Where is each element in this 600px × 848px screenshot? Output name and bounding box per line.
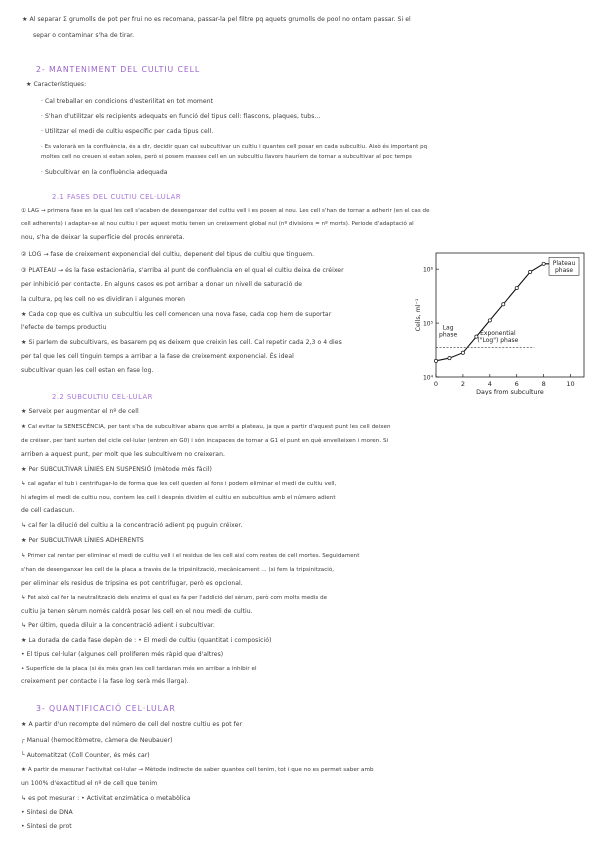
s3-line-7: • Síntesi de DNA [21,809,73,816]
phase-line-11: per tal que les cell tinguin temps a arribar a la fase de creixement exponencial. És ideal [21,353,294,360]
sub-line-1: ★ Serveix per augmentar el nº de cell [21,408,139,415]
phase-line-10: ★ Si parlem de subcultivars, es basarem pq es deixem que creixin les cell. Cal repetir cada 2,3 o 4 dies [21,339,342,346]
lag-label-2: phase [439,331,458,339]
sub-line-14: ↳ Fet això cal fer la neutralització dels enzims el qual es fa per l'addició del sèrum, però com molts medis de [21,595,328,601]
s3-line-2: ┌ Manual (hemocitòmetre, càmera de Neubauer) [21,737,173,744]
s2-bullet-4: · Es valorarà en la confluència, és a dir, decidir quan cal subcultivar un cultiu i quantes cell posar en cada subcultiu. Això és important pq [41,144,428,150]
s3-line-6: ↳ es pot mesurar : • Activitat enzimàtica o metabòlica [21,795,191,802]
phase-line-8: ★ Cada cop que es cultiva un subcultiu les cell comencen una nova fase, cada cop hem de suportar [21,311,332,318]
exp-label-2: ("Log") phase [477,336,519,344]
phase-line-6: per inhibició per contacte. En alguns casos es pot arribar a donar un nivell de saturació de [21,281,303,288]
phase-line-3: nou, s'ha de deixar la superfície del procés enrereta. [21,234,185,241]
lag-label: Lag [442,324,454,332]
y-tick-label: 10⁴ [422,374,433,382]
x-tick-label: 2 [460,380,465,388]
section-2-heading: 2- MANTENIMENT DEL CULTIU CELL [36,65,201,74]
x-tick-label: 8 [541,380,546,388]
phase-line-7: la cultura, pq les cell no es dividiran i algunes moren [21,296,186,303]
s3-line-4: ★ A partir de mesurar l'activitat cel·lular → Mètode indirecte de saber quantes cell tenim, tot i que no es permet saber amb [21,767,374,773]
s3-line-5: un 100% d'exactitud el nº de cell que tenim [21,780,158,787]
sub-line-6: ↳ cal agafar el tub i centrifugar-lo de forma que les cell queden al fons i podem eliminar el medi de cultiu vell, [21,481,337,487]
characteristics-label: ★ Característiques: [26,81,87,88]
x-axis-label: Days from subculture [476,389,544,395]
phase-line-4: ② LOG → fase de creixement exponencial del cultiu, depenent del tipus de cultiu que tinguem. [21,251,315,258]
x-tick-label: 0 [433,380,439,388]
phase-line-9: l'efecte de temps productiu [21,324,107,331]
sub-line-20: creixement per contacte i la fase log serà més llarga). [21,678,189,685]
y-axis-label: Cells, ml⁻¹ [415,298,422,332]
phase-line-2: cell adherents) i adaptar-se al nou cultiu i per aquest motiu tenen un creixement global nul (nº divisions = nº morts). Periode d'adaptació al [21,221,414,227]
sub-line-17: ★ La durada de cada fase depèn de : • El medi de cultiu (quantitat i composició) [21,637,272,644]
s3-line-3: └ Automatitzat (Coll Counter, és més car) [21,752,150,759]
sub-line-4: arriben a aquest punt, per molt que les subcultivem no creixeran. [21,451,225,458]
sub-line-10: ★ Per SUBCULTIVAR LÍNIES ADHERENTS [21,537,144,544]
subculture-heading: 2.2 SUBCULTIU CEL·LULAR [52,393,153,401]
s2-bullet-3: · Utilitzar el medi de cultiu específic per cada tipus cell. [41,128,214,135]
phase-line-5: ③ PLATEAU → és la fase estacionària, s'arriba al punt de confluència en el qual el cultiu deixa de créixer [21,267,344,274]
s2-bullet-1: · Cal treballar en condicions d'esterilitat en tot moment [41,98,214,105]
sub-line-8: de cell cadascun. [21,507,75,514]
sub-line-11: ↳ Primer cal rentar per eliminar el medi de cultiu vell i el residus de les cell així com restes de cell mortes. Seguidament [21,553,360,559]
sub-line-9: ↳ cal fer la dilució del cultiu a la concentració adient pq puguin créixer. [21,522,243,529]
sub-line-18: • El tipus cel·lular (algunes cell proliferen més ràpid que d'altres) [21,651,224,658]
s3-line-1: ★ A partir d'un recompte del número de cell del nostre cultiu es pot fer [21,721,243,728]
data-point [529,270,532,273]
section-3-heading: 3- QUANTIFICACIÓ CEL·LULAR [36,704,176,713]
intro-line-2: separ o contaminar s'ha de tirar. [33,32,135,39]
s2-bullet-2: · S'han d'utilitzar els recipients adequats en funció del tipus cell: flascons, plaques, tubs... [41,113,321,120]
y-tick-label: 10⁵ [422,320,433,328]
sub-line-2: ★ Cal evitar la SENESCÈNCIA, per tant s'ha de subcultivar abans que arribi a plateau, ja que a partir d'aquest punt les cell deixen [21,424,391,430]
data-point [434,359,437,362]
sub-line-19: • Superfície de la placa (si és més gran les cell tardaran més en arribar a inhibir el [21,666,257,672]
data-point [448,357,451,360]
phase-line-12: subcultivar quan les cell estan en fase log. [21,367,154,374]
plateau-label-2: phase [554,266,574,274]
data-point [461,351,464,354]
phases-heading: 2.1 FASES DEL CULTIU CEL·LULAR [52,193,182,201]
intro-line-1: ★ Al separar Ʃ grumolls de pot per frui no es recomana, passar-la pel filtre pq aquets grumolls de pool no ontam passar. Si el [22,16,411,23]
phase-line-1: ① LAG → primera fase en la qual les cell s'acaben de desenganxar del cultiu vell i es posen al nou. Les cell s'han de tornar a adherir (en el cas de [21,208,430,214]
plateau-label: Plateau [552,259,576,267]
data-point [515,286,518,289]
data-point [502,303,505,306]
sub-line-15: cultiu ja tenen sèrum només caldrà posar les cell en el nou medi de cultiu. [21,608,253,615]
sub-line-16: ↳ Per últim, queda diluir a la concentració adient i subcultivar. [21,622,215,629]
x-tick-label: 10 [566,380,575,388]
exp-label: Exponential [480,329,516,337]
sub-line-13: per eliminar els residus de tripsina es pot centrifugar, però es opcional. [21,580,243,587]
growth-curve-chart [392,245,592,395]
s3-line-8: • Síntesi de prot [21,823,72,830]
y-tick-label: 10⁶ [422,266,433,274]
data-point [488,319,491,322]
s2-bullet-5: · Subcultivar en la confluència adequada [41,169,168,176]
data-point [542,262,545,265]
x-tick-label: 4 [487,380,492,388]
sub-line-5: ★ Per SUBCULTIVAR LÍNIES EN SUSPENSIÓ (mètode més fàcil) [21,466,212,473]
s2-bullet-4b: moltes cell no creuen si estan soles, però si posem masses cell en un subcultiu llavors hauríem de tornar a subcultivar al poc temps [41,154,412,160]
sub-line-3: de créixer, per tant surten del cicle cel·lular (entren en G0) i són incapaces de tornar a G1 el punt en què envelleixen i moren. Si [21,438,389,444]
x-tick-label: 6 [514,380,519,388]
sub-line-7: hi afegim el medi de cultiu nou, contem les cell i després dividim el cultiu en subcultius amb el número adient [21,495,336,501]
sub-line-12: s'han de desenganxar les cell de la placa a través de la tripsinització, mecànicament ... (si fem la tripsinització, [21,567,335,573]
